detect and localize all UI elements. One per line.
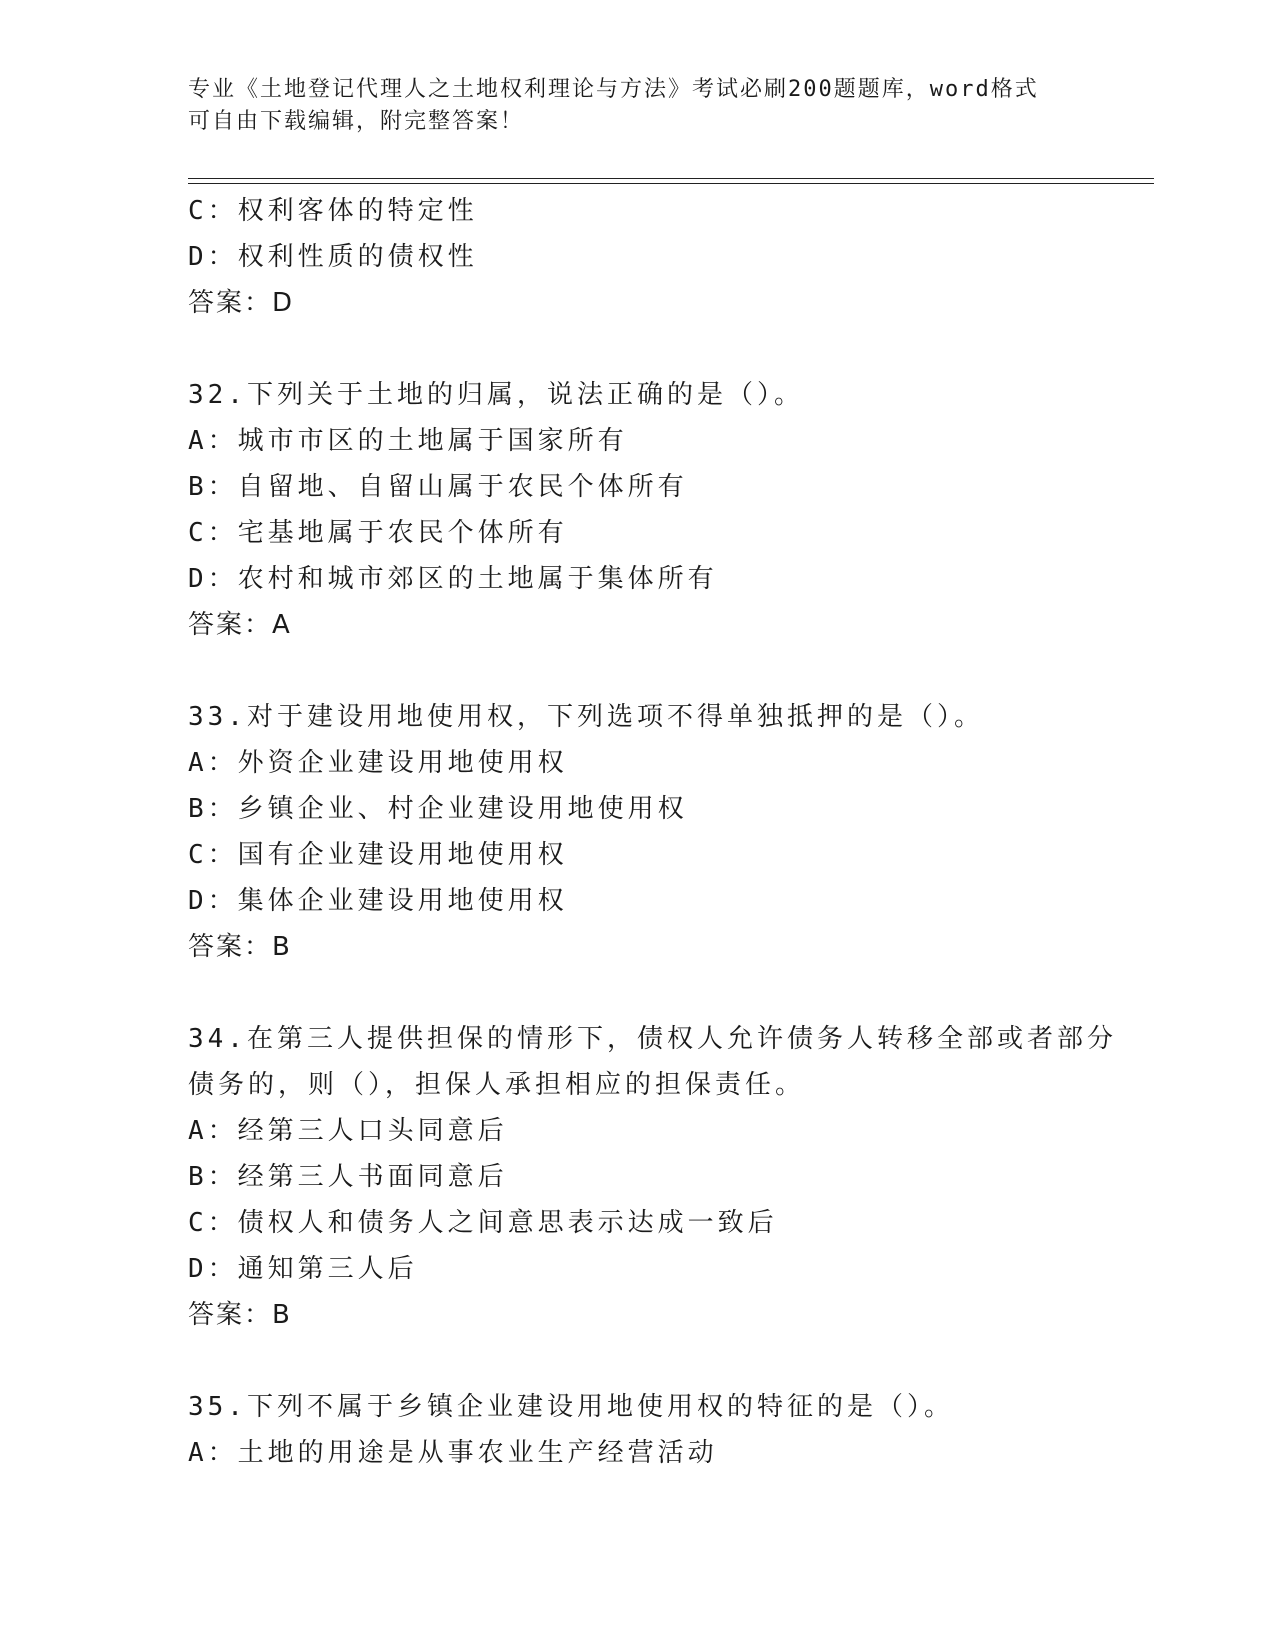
header-divider-bottom	[188, 183, 1154, 184]
question-35	[188, 1384, 1148, 1476]
question-32	[188, 372, 1148, 648]
answer-line: 答案：B	[188, 932, 292, 962]
spacer	[188, 1338, 1148, 1384]
answer-line: 答案：B	[188, 1300, 292, 1330]
option-c: C：宅基地属于农民个体所有	[188, 518, 568, 548]
continued-question	[188, 188, 1148, 326]
header-title-line-2: 可自由下载编辑，附完整答案！	[188, 109, 525, 134]
header-title-line-1: 专业《土地登记代理人之土地权利理论与方法》考试必刷200题题库，word格式	[188, 77, 1039, 102]
option-line: C：权利客体的特定性	[188, 196, 478, 226]
answer-line: 答案：A	[188, 610, 292, 640]
spacer	[188, 326, 1148, 372]
question-content	[188, 188, 1148, 1476]
option-b: B：经第三人书面同意后	[188, 1162, 508, 1192]
question-stem: 33.对于建设用地使用权，下列选项不得单独抵押的是（）。	[188, 702, 984, 732]
question-stem: 35.下列不属于乡镇企业建设用地使用权的特征的是（）。	[188, 1392, 954, 1422]
question-stem: 32.下列关于土地的归属，说法正确的是（）。	[188, 380, 804, 410]
option-d: D：集体企业建设用地使用权	[188, 886, 568, 916]
question-stem: 34.在第三人提供担保的情形下，债权人允许债务人转移全部或者部分	[188, 1024, 1117, 1054]
header-divider-top	[188, 178, 1154, 179]
question-stem-continued: 债务的，则（），担保人承担相应的担保责任。	[188, 1070, 806, 1100]
question-34	[188, 1016, 1148, 1338]
option-c: C：国有企业建设用地使用权	[188, 840, 568, 870]
question-33	[188, 694, 1148, 970]
option-a: A：土地的用途是从事农业生产经营活动	[188, 1438, 718, 1468]
spacer	[188, 970, 1148, 1016]
option-b: B：乡镇企业、村企业建设用地使用权	[188, 794, 688, 824]
option-b: B：自留地、自留山属于农民个体所有	[188, 472, 688, 502]
option-line: D：权利性质的债权性	[188, 242, 478, 272]
option-d: D：通知第三人后	[188, 1254, 418, 1284]
spacer	[188, 648, 1148, 694]
option-d: D：农村和城市郊区的土地属于集体所有	[188, 564, 718, 594]
answer-line: 答案：D	[188, 288, 295, 318]
option-a: A：经第三人口头同意后	[188, 1116, 508, 1146]
option-a: A：城市市区的土地属于国家所有	[188, 426, 628, 456]
option-a: A：外资企业建设用地使用权	[188, 748, 568, 778]
option-c: C：债权人和债务人之间意思表示达成一致后	[188, 1208, 778, 1238]
document-header	[188, 74, 1068, 138]
